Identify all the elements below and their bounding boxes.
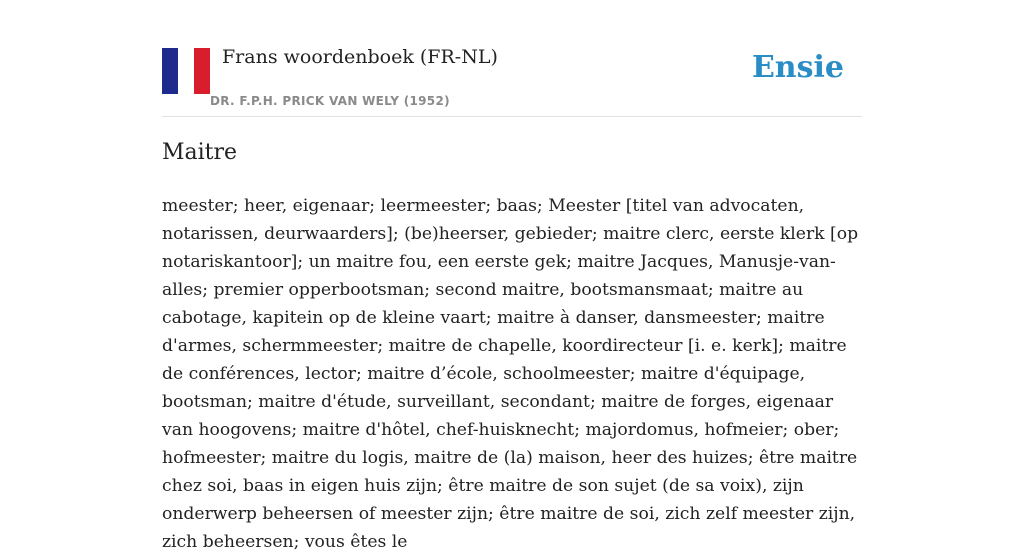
entry-headword: Maitre (162, 140, 238, 165)
dictionary-header (162, 0, 862, 117)
dictionary-title[interactable]: Frans woordenboek (FR-NL) (222, 46, 498, 68)
france-flag-icon (162, 48, 210, 94)
dictionary-author: DR. F.P.H. PRICK VAN WELY (1952) (210, 94, 450, 108)
ensie-logo[interactable]: Ensie (751, 50, 844, 85)
entry-definition: meester; heer, eigenaar; leermeester; baas; Meester [titel van advocaten, notarissen, deurwaarders]; (be)heerser, gebieder; maitre clerc, eerste klerk [op notariskantoor]; un maitre fou, een eerste gek; maitre Jacques, Manusje-van-alles; premier opperbootsman; second maitre, bootsmansmaat; maitre au cabotage, kapitein op de kleine vaart; maitre à danser, dansmeester; maitre d'armes, schermmeester; maitre de chapelle, koordirecteur [i. e. kerk]; maitre de conférences, lector; maitre d’école, schoolmeester; maitre d'équipage, bootsman; maitre d'étude, surveillant, secondant; maitre de forges, eigenaar van hoogovens; maitre d'hôtel, chef-huisknecht; majordomus, hofmeier; ober; hofmeester; maitre du logis, maitre de (la) maison, heer des huizes; être maitre chez soi, baas in eigen huis zijn; être maitre de son sujet (de sa voix), zijn onderwerp beheersen of meester zijn; être maitre de soi, zich zelf meester zijn, zich beheersen; vous êtes le (162, 196, 859, 552)
